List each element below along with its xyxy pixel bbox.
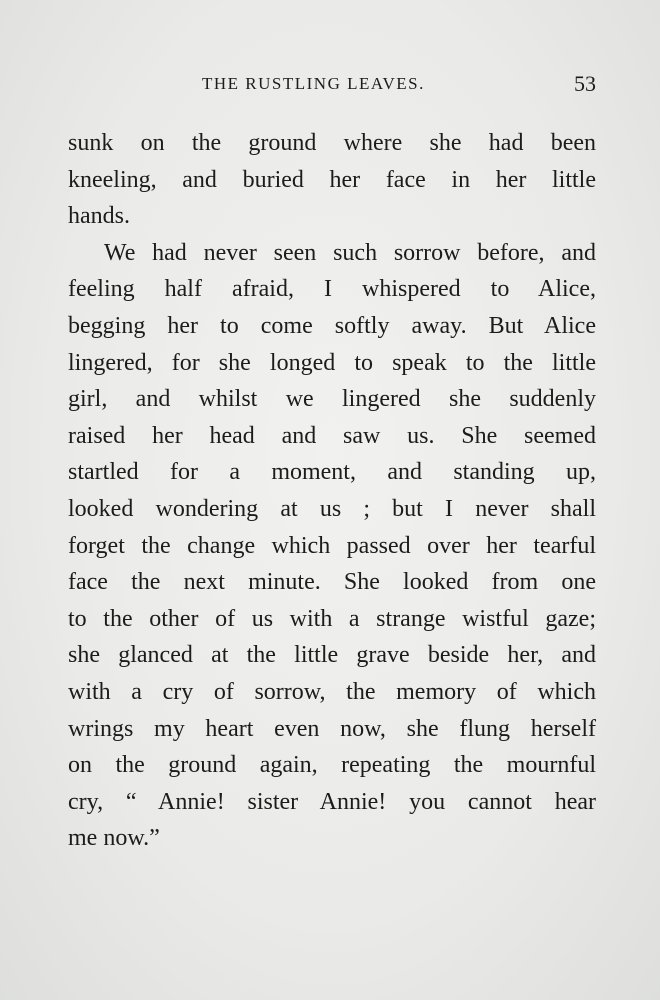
text-line: We had never seen such sorrow before, and bbox=[104, 239, 596, 266]
text-line: sunk on the ground where she had been bbox=[68, 130, 596, 156]
text-line: raised her head and saw us. She seemed bbox=[68, 422, 596, 449]
page-number: 53 bbox=[574, 71, 596, 96]
text-line: looked wondering at us ; but I never shall bbox=[68, 495, 596, 522]
text-line: me now.” bbox=[68, 825, 160, 852]
text-line: hands. bbox=[68, 203, 130, 230]
text-line: lingered, for she longed to speak to the little bbox=[68, 349, 596, 376]
text-line: startled for a moment, and standing up, bbox=[68, 459, 596, 486]
body-text bbox=[68, 125, 596, 857]
text-line: forget the change which passed over her tearful bbox=[68, 532, 596, 559]
text-line: on the ground again, repeating the mournful bbox=[68, 752, 596, 779]
text-line: girl, and whilst we lingered she suddenly bbox=[68, 386, 596, 413]
text-line: with a cry of sorrow, the memory of which bbox=[68, 678, 596, 705]
text-line: begging her to come softly away. But Alice bbox=[68, 312, 596, 339]
running-head bbox=[68, 71, 596, 100]
text-line: feeling half afraid, I whispered to Alice, bbox=[68, 276, 596, 303]
text-line: she glanced at the little grave beside her, and bbox=[68, 642, 596, 669]
text-line: kneeling, and buried her face in her little bbox=[68, 166, 596, 193]
text-line: to the other of us with a strange wistful gaze; bbox=[68, 605, 596, 632]
text-line: face the next minute. She looked from one bbox=[68, 569, 596, 596]
text-line: wrings my heart even now, she flung herself bbox=[68, 715, 596, 742]
running-title: THE RUSTLING LEAVES. bbox=[202, 74, 425, 93]
text-line: cry, “ Annie! sister Annie! you cannot hear bbox=[68, 788, 596, 815]
